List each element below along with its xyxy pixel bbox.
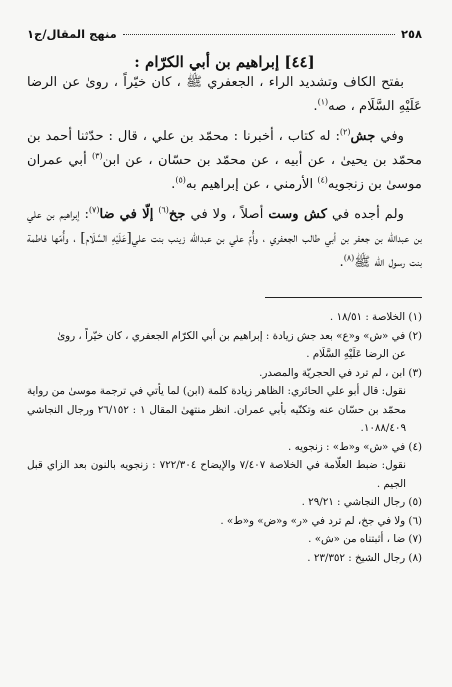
footnote-text: ولا في جخ، لم ترد في «ر» و«ض» و«ط» . [220, 514, 406, 527]
source-abbrev-da: ضا [99, 207, 115, 222]
source-abbrev-jakh: جخ [168, 207, 186, 222]
footnote-separator [265, 297, 422, 298]
entry-body [27, 71, 422, 275]
footnote-number: (٤) [408, 440, 422, 453]
footnote-text: ضا ، أثبتناه من «ش» . [308, 533, 406, 545]
paragraph-1 [27, 71, 422, 119]
footnote-number: (٣) [408, 366, 422, 379]
paragraph-2-end: . [171, 177, 176, 192]
footnote-ref-2: (٢) [339, 127, 351, 137]
footnote-ref-7: (٧) [88, 205, 100, 215]
header-dot-leader [123, 34, 395, 35]
paragraph-3-text: إلّا في [119, 207, 154, 222]
footnote-ref-4: (٤) [317, 175, 328, 185]
footnote-text: ابن ، لم ترد في الحجريّة والمصدر. [259, 366, 406, 379]
footnote-2-continuation: عن الرضا عَلَيْهِ السَّلَام . [306, 348, 406, 360]
footnote-5 [27, 493, 422, 512]
footnote-number: (٥) [408, 496, 422, 508]
footnote-4 [27, 438, 422, 457]
footnote-number: (٨) [408, 551, 422, 564]
footnotes [27, 308, 422, 567]
page-number: ٢٥٨ [400, 27, 422, 41]
paragraph-3-text: : إبراهيم بن علي بن عبدالله بن جعفر بن أبي طالب الجعفري ، وأُمّ علي بن عبدالله زينب بنت علي[عَلَيْهِ السَّلَام] ، وأُمّها فاطمة بنت رسول الله ﷺ [27, 207, 422, 270]
source-abbrev-kash-wast: كش وست [268, 207, 328, 222]
running-title: منهج المقال/ج١ [27, 27, 117, 41]
footnote-number: (٦) [408, 514, 422, 527]
paragraph-1-end: . [313, 99, 318, 114]
paragraph-3-end: . [339, 255, 344, 270]
footnote-4-continuation: نقول: ضبط العلّامة في الخلاصة ٧/٤٠٧ والإيضاح ٧٢٢/٣٠٤ : زنجويه بالنون بعد الزاي قبل الجيم . [27, 459, 406, 490]
footnote-text: رجال الشيخ : ٢٣/٣٥٢ . [307, 551, 406, 564]
source-abbrev-jash: جش [350, 129, 376, 144]
footnote-3 [27, 364, 422, 383]
footnote-2 [27, 327, 422, 346]
footnote-ref-5: (٥) [175, 175, 186, 185]
footnote-8 [27, 549, 422, 568]
paragraph-1-text: بفتح الكاف وتشديد الراء ، الجعفري ﷺ ، كان خيّراً ، روىٰ عن الرضا عَلَيْهِ السَّلَام ، صه [27, 75, 422, 114]
document-page [0, 27, 452, 687]
paragraph-2 [27, 125, 422, 197]
footnote-text: في «ش» و«ع» بعد جش زيادة : إبراهيم بن أبي الكرّام الجعفري ، كان خيّراً ، روىٰ [57, 329, 406, 342]
paragraph-3 [27, 203, 422, 275]
footnote-ref-1: (١) [317, 97, 329, 107]
footnote-ref-8: (٨) [343, 253, 355, 263]
footnote-3-continuation: نقول: قال أبو علي الحائري: الظاهر زيادة كلمة (ابن) لما يأتي في ترجمة موسىٰ من رواية محمّد بن حسّان عنه وتكنّيه بأبي عمران. انظر منتهىٰ المقال ١ : ٢٦/١٥٢ ورجال النجاشي ١٠٨٨/٤٠٩. [27, 385, 407, 434]
footnote-number: (٢) [408, 329, 422, 342]
footnote-text: في «ش» و«ط» : زنجويه . [288, 440, 406, 453]
paragraph-2-text: أبي عمران موسىٰ بن زنجويه [27, 153, 422, 192]
footnote-text: الخلاصة : ١٨/٥١ . [329, 311, 406, 323]
paragraph-3-text: أصلاً ، ولا في [190, 207, 264, 222]
paragraph-2-text: الأرمني ، عن إبراهيم به [185, 177, 318, 192]
paragraph-2-text: وفي [380, 129, 404, 144]
footnote-number: (٧) [408, 533, 422, 545]
entry-title: [٤٤] إبراهيم بن أبي الكرّام : [134, 53, 315, 71]
footnote-text: رجال النجاشي : ٢٩/٢١ . [301, 496, 406, 508]
footnote-ref-6: (٦) [158, 205, 169, 215]
footnote-number: (١) [408, 311, 422, 323]
paragraph-3-text: ولم أجده في [332, 207, 404, 222]
footnote-1 [27, 308, 422, 327]
footnote-7 [27, 530, 422, 549]
paragraph-2-text: : له كتاب ، أخبرنا : محمّد بن علي ، قال : حدّثنا أحمد بن محمّد بن يحيىٰ ، عن أبيه ، عن محمّد بن حسّان ، عن ابن [27, 129, 423, 168]
footnote-ref-3: (٣) [92, 151, 103, 161]
page-header [27, 27, 422, 41]
footnote-6 [27, 512, 422, 531]
